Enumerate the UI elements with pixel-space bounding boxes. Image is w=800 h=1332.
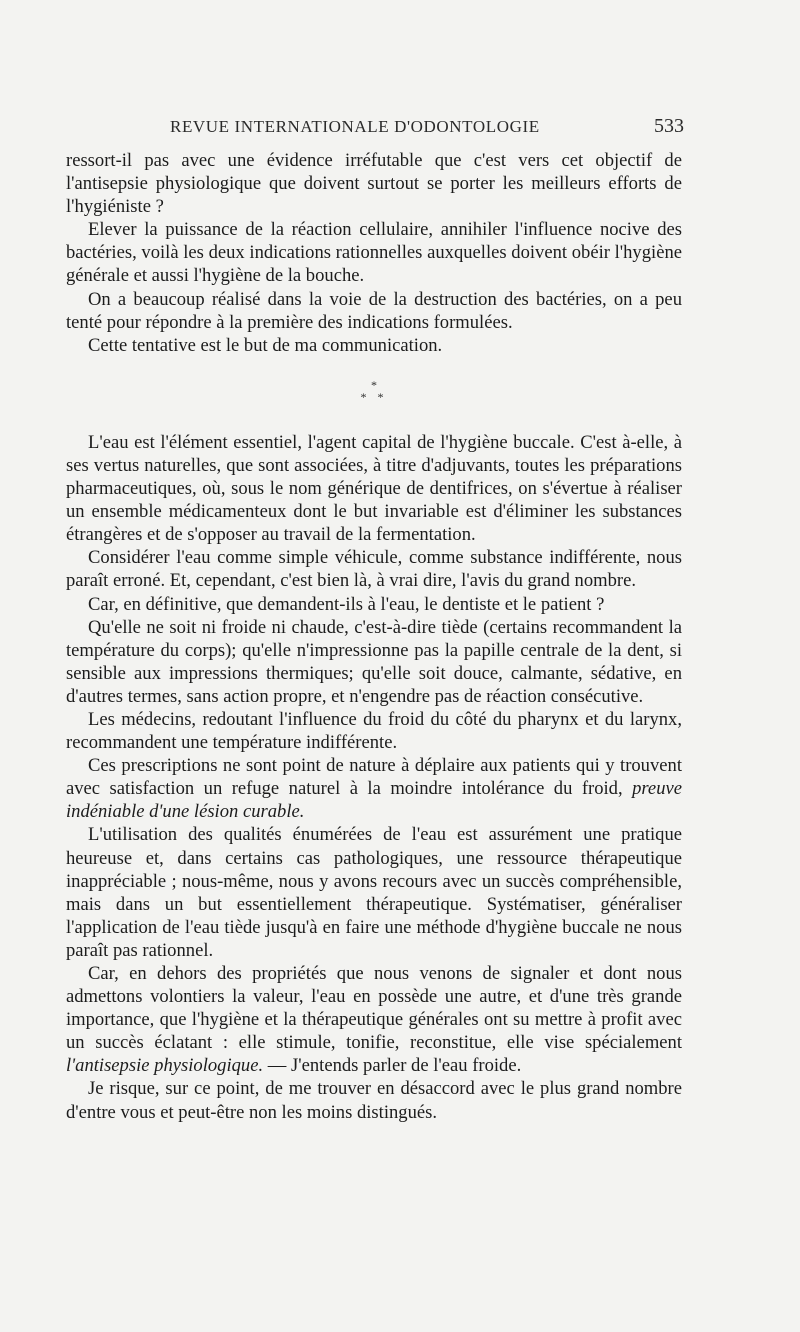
paragraph: L'utilisation des qualités énumérées de l'eau est assurément une pratique heureuse et, dans certains cas pathologiques, une ressource thérapeutique inappréciable ; nous-même, nous y avons recours avec un succès compréhensible, mais dans un but essentiellement thérapeutique. Systématiser, généraliser l'application de l'eau tiède jusqu'à en faire une méthode d'hygiène buccale ne nous paraît pas rationnel. [66,824,682,961]
paragraph-text: Ces prescriptions ne sont point de nature à déplaire aux patients qui y trouvent avec satisfaction un refuge naturel à la moindre intolérance du froid, [66,755,682,800]
italic-phrase: preuve indéniable d'une lésion curable. [66,778,682,823]
section-separator [66,379,682,403]
paragraph: On a beaucoup réalisé dans la voie de la destruction des bactéries, on a peu tenté pour répondre à la première des indications formulées. [66,288,682,333]
paragraph [66,754,682,823]
asterisk-top: * [371,377,377,392]
running-title: REVUE INTERNATIONALE D'ODONTOLOGIE [170,117,540,136]
italic-phrase: l'antisepsie physiologique. [66,1055,264,1077]
paragraph-text: — J'entends parler de l'eau froide. [263,1055,522,1077]
paragraph: Cette tentative est le but de ma communication. [88,334,443,356]
paragraph: Elever la puissance de la réaction cellulaire, annihiler l'influence nocive des bactéries, voilà les deux indications rationnelles auxquelles doivent obéir l'hygiène générale et aussi l'hygiène de la bouche. [66,219,682,287]
paragraph: L'eau est l'élément essentiel, l'agent capital de l'hygiène buccale. C'est à-elle, à ses vertus naturelles, que sont associées, à titre d'adjuvants, toutes les préparations pharmaceutiques, où, sous le nom générique de dentifrices, on s'évertue à réaliser un ensemble médicamenteux dont le but invariable est d'éliminer les substances étrangères et de s'opposer au travail de la fermentation. [66,431,682,546]
page-number: 533 [654,115,684,137]
page-body [66,149,682,1124]
running-header [170,117,684,139]
paragraph [66,962,682,1077]
paragraph: Je risque, sur ce point, de me trouver en désaccord avec le plus grand nombre d'entre vous et peut-être non les moins distingués. [66,1078,682,1123]
paragraph: ressort-il pas avec une évidence irréfutable que c'est vers cet objectif de l'antisepsie physiologique que doivent surtout se porter les meilleurs efforts de l'hygiéniste ? [66,150,682,218]
paragraph: Car, en définitive, que demandent-ils à l'eau, le dentiste et le patient ? [88,593,605,615]
paragraph-text: Car, en dehors des propriétés que nous venons de signaler et dont nous admettons volontiers la valeur, l'eau en possède une autre, et d'une très grande importance, que l'hygiène et la thérapeutique générales ont su mettre à profit avec un succès éclatant : elle stimule, tonifie, reconstitue, elle vise spécialement [66,963,682,1054]
paragraph: Les médecins, redoutant l'influence du froid du côté du pharynx et du larynx, recommandent une température indifférente. [66,708,682,754]
asterisk-bottom: * * [360,389,388,404]
paragraph: Considérer l'eau comme simple véhicule, comme substance indifférente, nous paraît erroné. Et, cependant, c'est bien là, à vrai dire, l'avis du grand nombre. [66,547,682,592]
paragraph: Qu'elle ne soit ni froide ni chaude, c'est-à-dire tiède (certains recommandent la température du corps); qu'elle n'impressionne pas la papille centrale de la dent, si sensible aux impressions thermiques; qu'elle soit douce, calmante, sédative, en d'autres termes, sans action propre, et n'engendre pas de réaction consécutive. [66,616,682,707]
